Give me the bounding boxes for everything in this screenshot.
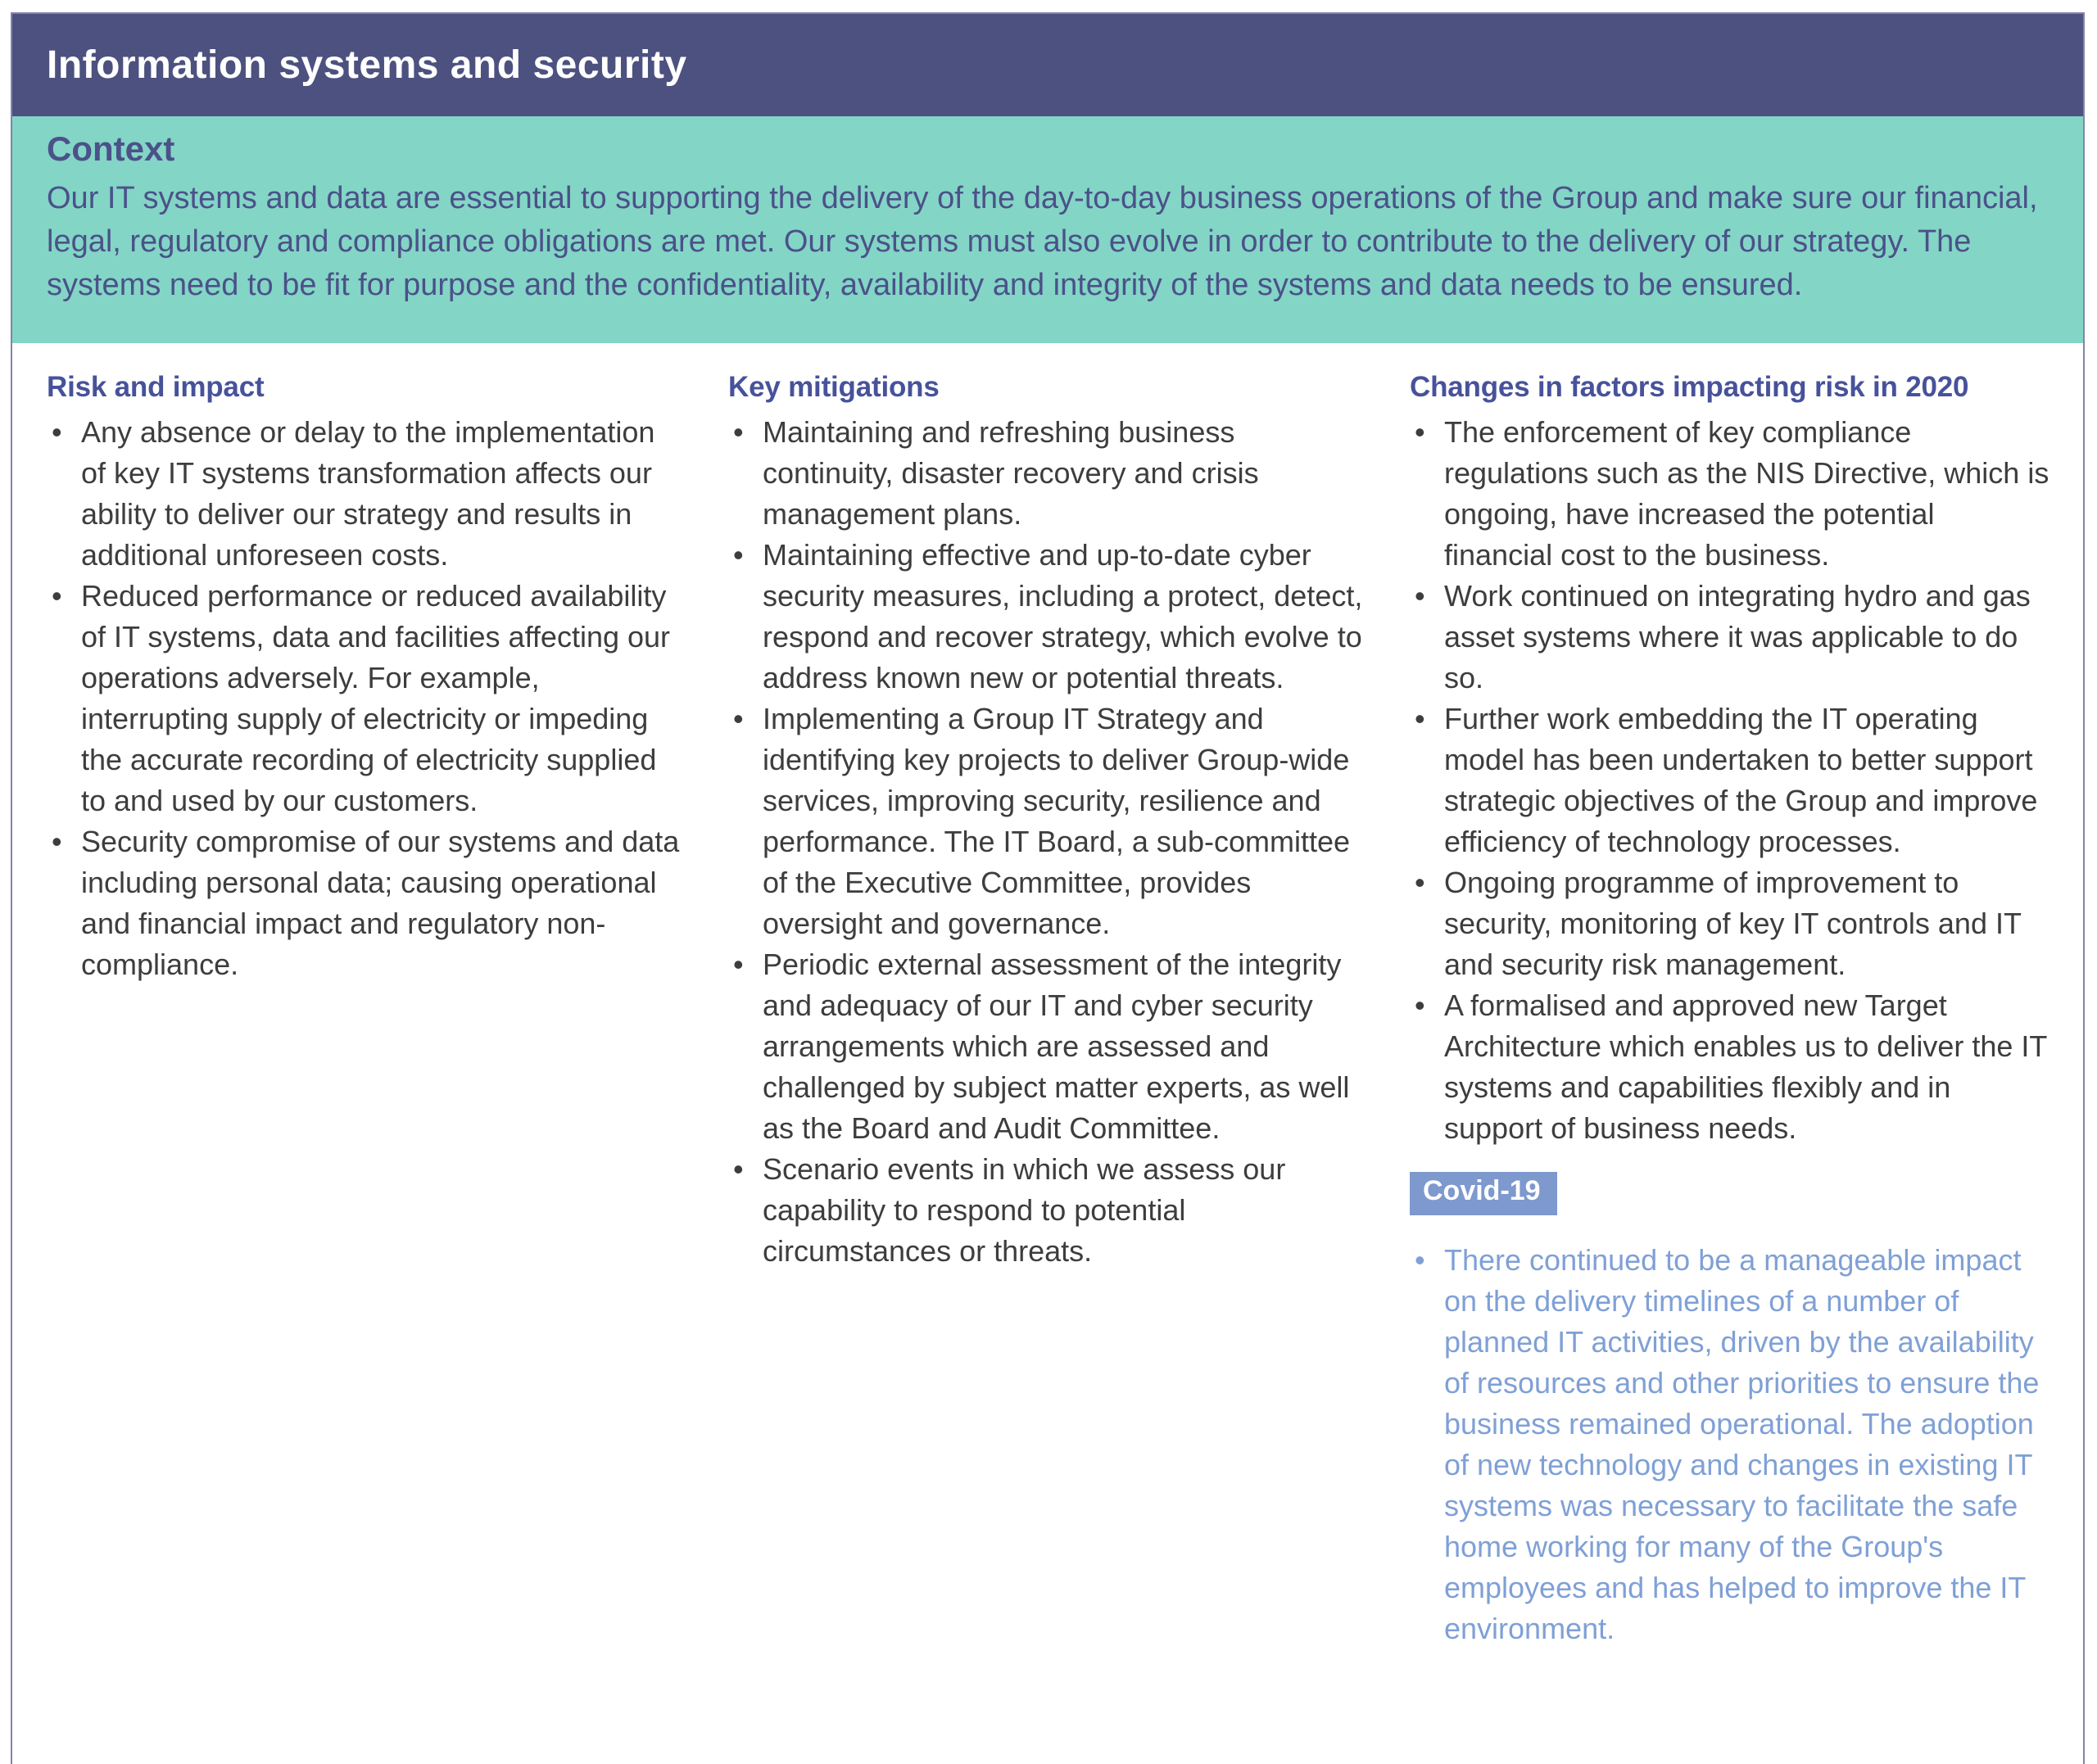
- column-changes-2020: [1410, 371, 2050, 1649]
- list-item: • Ongoing programme of improvement to security, monitoring of key IT controls and IT and security risk management.: [1410, 862, 2050, 985]
- context-section: [12, 116, 2083, 343]
- context-heading: Context: [47, 129, 175, 168]
- list-item: • A formalised and approved new Target Architecture which enables us to deliver the IT systems and capabilities flexibly and in support of business needs.: [1410, 985, 2050, 1149]
- list-item: • Scenario events in which we assess our capability to respond to potential circumstances or threats.: [728, 1149, 1369, 1272]
- risk-panel: [11, 12, 2085, 1764]
- columns: [12, 343, 2083, 1649]
- list-item: • Reduced performance or reduced availability of IT systems, data and facilities affecting our operations adversely. For example, interrupting supply of electricity or impeding the accurate recording of electricity supplied to and used by our customers.: [47, 576, 687, 821]
- bullet-list: [1410, 412, 2050, 1149]
- page-title: Information systems and security: [47, 43, 687, 87]
- list-item: • Security compromise of our systems and data including personal data; causing operational and financial impact and regulatory non-compliance.: [47, 821, 687, 985]
- context-body: Our IT systems and data are essential to supporting the delivery of the day-to-day business operations of the Group and make sure our financial, legal, regulatory and compliance obligations are met. Our systems must also evolve in order to contribute to the delivery of our strategy. The systems need to be fit for purpose and the confidentiality, availability and integrity of the systems and data needs to be ensured.: [47, 181, 2038, 302]
- covid-bullet-list: [1410, 1240, 2050, 1649]
- bullet-list: [728, 412, 1369, 1272]
- column-risk-and-impact: [47, 371, 687, 1649]
- column-heading: Risk and impact: [47, 371, 265, 403]
- column-heading: Key mitigations: [728, 371, 940, 403]
- list-item: • Maintaining effective and up-to-date cyber security measures, including a protect, detect, respond and recover strategy, which evolve to address known new or potential threats.: [728, 535, 1369, 699]
- list-item: • There continued to be a manageable impact on the delivery timelines of a number of planned IT activities, driven by the availability of resources and other priorities to ensure the business remained operational. The adoption of new technology and changes in existing IT systems was necessary to facilitate the safe home working for many of the Group's employees and has helped to improve the IT environment.: [1410, 1240, 2050, 1649]
- list-item: • Further work embedding the IT operating model has been undertaken to better support strategic objectives of the Group and improve efficiency of technology processes.: [1410, 699, 2050, 862]
- list-item: • Periodic external assessment of the integrity and adequacy of our IT and cyber security arrangements which are assessed and challenged by subject matter experts, as well as the Board and Audit Committee.: [728, 944, 1369, 1149]
- list-item: • Work continued on integrating hydro and gas asset systems where it was applicable to do so.: [1410, 576, 2050, 699]
- list-item: • Implementing a Group IT Strategy and identifying key projects to deliver Group-wide services, improving security, resilience and performance. The IT Board, a sub-committee of the Executive Committee, provides oversight and governance.: [728, 699, 1369, 944]
- list-item: • Maintaining and refreshing business continuity, disaster recovery and crisis management plans.: [728, 412, 1369, 535]
- covid-19-badge: Covid-19: [1410, 1172, 1557, 1215]
- column-key-mitigations: [728, 371, 1369, 1649]
- list-item: • Any absence or delay to the implementation of key IT systems transformation affects our ability to deliver our strategy and results in additional unforeseen costs.: [47, 412, 687, 576]
- column-heading: Changes in factors impacting risk in 2020: [1410, 371, 1969, 403]
- list-item: • The enforcement of key compliance regulations such as the NIS Directive, which is ongoing, have increased the potential financial cost to the business.: [1410, 412, 2050, 576]
- bullet-list: [47, 412, 687, 985]
- panel-header: [12, 14, 2083, 116]
